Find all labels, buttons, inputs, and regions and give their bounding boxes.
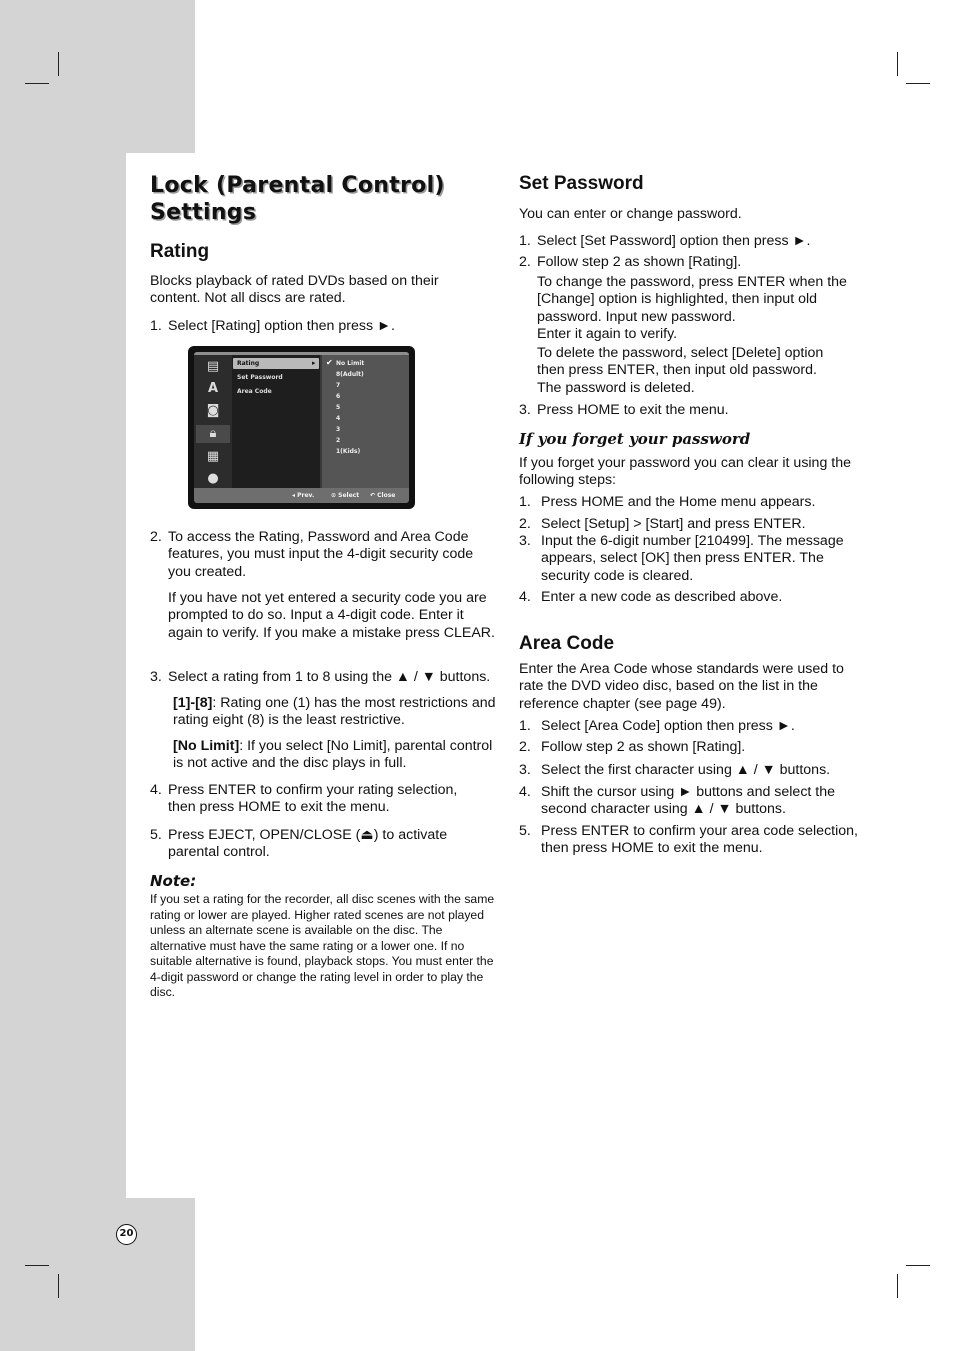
option-label: [1]-[8]: [173, 695, 213, 711]
rating-step-2-note: If you have not yet entered a security code you are prompted to do so. Input a 4-digit code. Enter it again to verify. If you make a mistake press CLEAR.: [168, 590, 495, 641]
step-number: 4.: [519, 784, 531, 800]
rating-option: 6: [336, 393, 341, 400]
change-password-text: To change the password, press ENTER when the [Change] option is highlighted, then input old password. Input new password.: [537, 274, 847, 325]
step-text: Select [Rating] option then press ►.: [168, 318, 395, 334]
close-hint: ↶ Close: [370, 492, 396, 499]
margin-panel-bottom: [0, 1198, 195, 1351]
page-title: Lock (Parental Control) Settings: [150, 173, 445, 225]
check-icon: ✔: [326, 358, 333, 367]
step-text: Select [Set Password] option then press ►.: [537, 233, 811, 249]
lock-icon: 🔒︎: [196, 425, 230, 443]
rating-option: No Limit: [336, 360, 365, 367]
step-text: Select [Setup] > [Start] and press ENTER.: [541, 516, 806, 532]
step-text: Select a rating from 1 to 8 using the ▲ / ▼ buttons.: [168, 669, 491, 685]
rating-step-5: [150, 827, 496, 863]
set-password-step-3: [519, 402, 859, 420]
menu-item-rating: Rating: [237, 360, 260, 367]
step-text: Select the first character using ▲ / ▼ buttons.: [541, 762, 831, 778]
area-step-4: [519, 784, 864, 820]
area-step-5: [519, 823, 864, 859]
crop-mark: [897, 1274, 898, 1298]
set-password-intro: You can enter or change password.: [519, 206, 742, 222]
area-step-3: [519, 762, 864, 780]
crop-mark: [25, 83, 49, 84]
chevron-right-icon: ▸: [312, 359, 316, 367]
prev-hint: ◂ Prev.: [292, 492, 315, 499]
step-number: 1.: [519, 233, 531, 249]
step-text: To access the Rating, Password and Area Code features, you must input the 4-digit security code you created.: [168, 529, 474, 580]
step-text: Press EJECT, OPEN/CLOSE (⏏) to activate parental control.: [168, 827, 448, 861]
step-number: 5.: [150, 827, 162, 843]
set-password-step-2: [519, 254, 859, 272]
crop-mark: [58, 52, 59, 76]
rating-option: 5: [336, 404, 341, 411]
step-text: Shift the cursor using ► buttons and select the second character using ▲ / ▼ buttons.: [541, 784, 836, 818]
step-number: 3.: [150, 669, 162, 685]
rating-step-4: [150, 782, 496, 818]
crop-mark: [906, 1265, 930, 1266]
recording-icon: ▦: [206, 449, 220, 464]
step-number: 2.: [150, 529, 162, 545]
margin-panel-left: [0, 153, 126, 1198]
page-number: 20: [116, 1224, 137, 1245]
rating-step-3: [150, 669, 496, 687]
rating-option: 2: [336, 437, 341, 444]
menu-item-area-code: Area Code: [237, 388, 272, 395]
crop-mark: [58, 1274, 59, 1298]
forget-step-4: [519, 589, 864, 607]
step-number: 5.: [519, 823, 531, 839]
step-text: Press HOME to exit the menu.: [537, 402, 729, 418]
step-number: 3.: [519, 762, 531, 778]
note-text: If you set a rating for the recorder, all disc scenes with the same rating or lower are played. Higher rated scenes are not played unless an alternate scene is available on the disc. The alternative must have the same rating or a lower one. If no suitable alternative is found, playback stops. You must enter the 4-digit password or change the rating level in order to play the disc.: [150, 892, 495, 999]
step-number: 4.: [519, 589, 531, 605]
step-number: 2.: [519, 516, 531, 532]
disc-icon: ●: [207, 471, 219, 486]
language-icon: A: [207, 381, 219, 396]
crop-mark: [906, 83, 930, 84]
step-number: 2.: [519, 254, 531, 270]
step-number: 4.: [150, 782, 162, 798]
rating-heading: Rating: [150, 241, 210, 262]
forget-step-3: [519, 533, 864, 587]
crop-mark: [897, 52, 898, 76]
margin-panel-top: [0, 0, 195, 153]
forget-step-2: [519, 516, 864, 534]
disc-library-icon: ▤: [206, 359, 220, 374]
step-number: 3.: [519, 402, 531, 418]
step-number: 1.: [519, 494, 531, 510]
option-text: : If you select [No Limit], parental control is not active and the disc plays in full.: [173, 738, 493, 772]
note-heading: Note:: [150, 872, 197, 890]
rating-menu-screenshot: [188, 346, 415, 509]
menu-screen: [194, 352, 409, 503]
step-text: Enter a new code as described above.: [541, 589, 783, 605]
set-password-step-1: [519, 233, 859, 251]
rating-option: 4: [336, 415, 341, 422]
select-hint: ⊙ Select: [331, 492, 360, 499]
step-number: 2.: [519, 739, 531, 755]
rating-option-1-8: [173, 695, 496, 730]
crop-mark: [25, 1265, 49, 1266]
rating-option: 3: [336, 426, 341, 433]
option-text: : Rating one (1) has the most restrictions and rating eight (8) is the least restrictive.: [173, 695, 496, 729]
menu-item-set-password: Set Password: [237, 374, 283, 381]
area-step-1: [519, 718, 864, 736]
delete-password-text: To delete the password, select [Delete] option then press ENTER, then input old password. The password is deleted.: [537, 345, 824, 396]
rating-option: 1(Kids): [336, 448, 361, 455]
step-text: Press HOME and the Home menu appears.: [541, 494, 816, 510]
audio-icon: ◙: [206, 403, 220, 418]
option-label: [No Limit]: [173, 738, 240, 754]
step-text: Select [Area Code] option then press ►.: [541, 718, 795, 734]
rating-option-no-limit: [173, 738, 496, 773]
forget-password-intro: If you forget your password you can clear it using the following steps:: [519, 455, 852, 489]
step-text: Follow step 2 as shown [Rating].: [537, 254, 742, 270]
step-text: Press ENTER to confirm your area code selection, then press HOME to exit the menu.: [541, 823, 858, 857]
verify-password-text: Enter it again to verify.: [537, 326, 678, 342]
rating-step-2: [150, 529, 496, 583]
forget-password-heading: If you forget your password: [519, 430, 751, 448]
forget-step-1: [519, 494, 864, 512]
area-code-heading: Area Code: [519, 633, 615, 654]
rating-option: 8(Adult): [336, 371, 364, 378]
step-text: Press ENTER to confirm your rating selection, then press HOME to exit the menu.: [168, 782, 458, 816]
step-number: 1.: [519, 718, 531, 734]
set-password-heading: Set Password: [519, 173, 644, 194]
area-code-intro: Enter the Area Code whose standards were used to rate the DVD video disc, based on the list in the reference chapter (see page 49).: [519, 661, 844, 712]
rating-intro: Blocks playback of rated DVDs based on their content. Not all discs are rated.: [150, 273, 439, 307]
step-text: Input the 6-digit number [210499]. The message appears, select [OK] then press ENTER. The security code is cleared.: [541, 533, 844, 584]
rating-option: 7: [336, 382, 341, 389]
area-step-2: [519, 739, 864, 757]
step-number: 1.: [150, 318, 162, 334]
step-text: Follow step 2 as shown [Rating].: [541, 739, 746, 755]
step-number: 3.: [519, 533, 531, 549]
rating-step-1: [150, 318, 496, 336]
